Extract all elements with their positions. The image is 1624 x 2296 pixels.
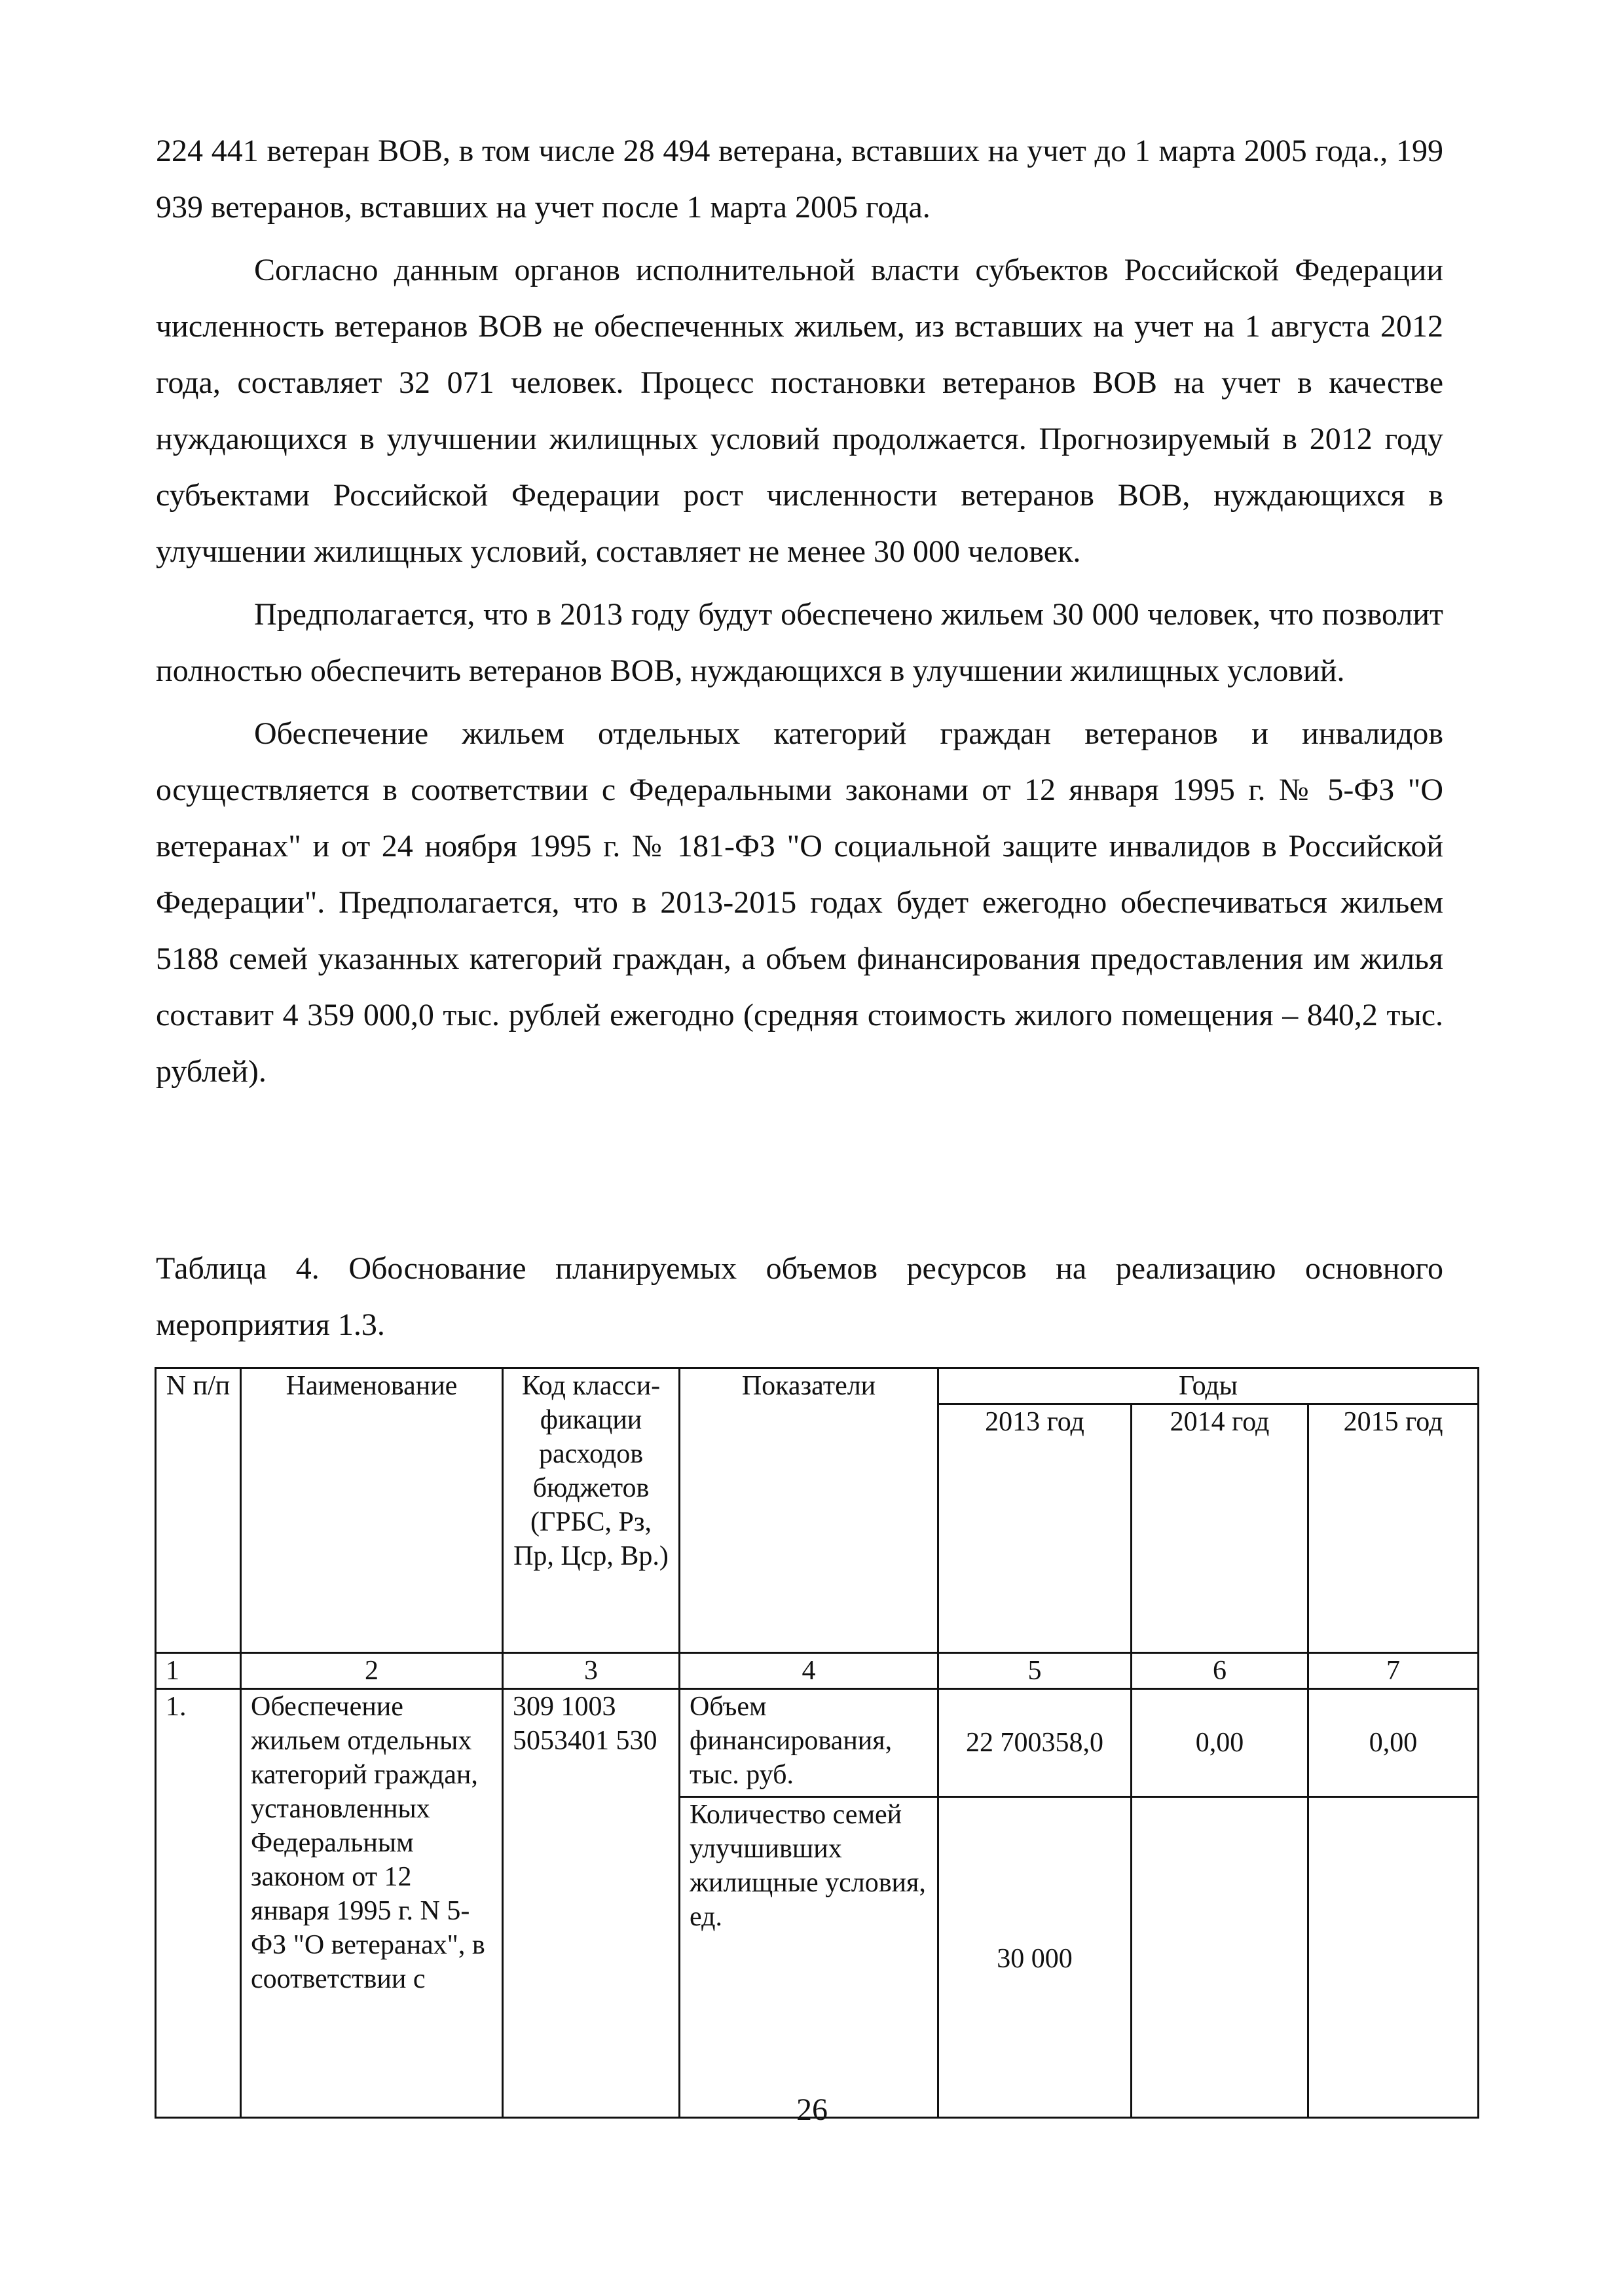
header-year-2015: 2015 год bbox=[1308, 1404, 1479, 1653]
paragraph-4: Обеспечение жильем отдельных категорий граждан ветеранов и инвалидов осуществляется в соответствии с Федеральными законами от 12 января 1995 г. № 5-ФЗ "О ветеранах" и от 24 ноября 1995 г. № 181-ФЗ "О социальной защите инвалидов в Российской Федерации". Предполагается, что в 2013-2015 годах будет ежегодно обеспечиваться жильем 5188 семей указанных категорий граждан, а объем финансирования предоставления им жилья составит 4 359 000,0 тыс. рублей ежегодно (средняя стоимость жилого помещения – 840,2 тыс. рублей). bbox=[156, 716, 1443, 1089]
column-number: 7 bbox=[1308, 1653, 1479, 1689]
funding-2013: 22 700358,0 bbox=[938, 1689, 1132, 1797]
header-indicators: Показатели bbox=[680, 1368, 938, 1653]
header-years: Годы bbox=[938, 1368, 1479, 1404]
table-row bbox=[156, 1689, 1479, 1797]
families-2015 bbox=[1308, 1797, 1479, 2118]
header-year-2013: 2013 год bbox=[938, 1404, 1132, 1653]
paragraph-3: Предполагается, что в 2013 году будут обеспечено жильем 30 000 человек, что позволит полностью обеспечить ветеранов ВОВ, нуждающихся в улучшении жилищных условий. bbox=[156, 597, 1443, 688]
families-2014 bbox=[1132, 1797, 1308, 2118]
funding-2015: 0,00 bbox=[1308, 1689, 1479, 1797]
column-number: 4 bbox=[680, 1653, 938, 1689]
header-name: Наименование bbox=[241, 1368, 503, 1653]
column-number: 5 bbox=[938, 1653, 1132, 1689]
header-year-2014: 2014 год bbox=[1132, 1404, 1308, 1653]
table-caption: Таблица 4. Обоснование планируемых объемов ресурсов на реализацию основного мероприятия 1.3. bbox=[156, 1251, 1443, 1342]
header-code: Код класси-фикации расходов бюджетов (ГРБС, Рз, Пр, Цср, Вр.) bbox=[503, 1368, 680, 1653]
column-number: 6 bbox=[1132, 1653, 1308, 1689]
header-num: N п/п bbox=[156, 1368, 241, 1653]
column-number: 2 bbox=[241, 1653, 503, 1689]
column-numbers-row bbox=[156, 1653, 1479, 1689]
paragraph-1: 224 441 ветеран ВОВ, в том числе 28 494 ветерана, вставших на учет до 1 марта 2005 года., 199 939 ветеранов, вставших на учет после 1 марта 2005 года. bbox=[156, 134, 1443, 225]
paragraph-2: Согласно данным органов исполнительной власти субъектов Российской Федерации численность ветеранов ВОВ не обеспеченных жильем, из вставших на учет на 1 августа 2012 года, составляет 32 071 человек. Процесс постановки ветеранов ВОВ на учет в качестве нуждающихся в улучшении жилищных условий продолжается. Прогнозируемый в 2012 году субъектами Российской Федерации рост численности ветеранов ВОВ, нуждающихся в улучшении жилищных условий, составляет не менее 30 000 человек. bbox=[156, 253, 1443, 569]
funding-2014: 0,00 bbox=[1132, 1689, 1308, 1797]
page-number: 26 bbox=[796, 2092, 828, 2127]
body-text bbox=[156, 123, 1443, 1100]
column-number: 1 bbox=[156, 1653, 241, 1689]
row-number: 1. bbox=[156, 1689, 241, 2118]
row-name: Обеспечение жильем отдельных категорий граждан, установленных Федеральным законом от 12 января 1995 г. N 5-ФЗ "О ветеранах", в соответствии с bbox=[241, 1689, 503, 2118]
column-number: 3 bbox=[503, 1653, 680, 1689]
resources-table bbox=[155, 1367, 1479, 2119]
families-2013: 30 000 bbox=[938, 1797, 1132, 2118]
row-code: 309 1003 5053401 530 bbox=[503, 1689, 680, 2118]
indicator-funding: Объем финансирования, тыс. руб. bbox=[680, 1689, 938, 1797]
indicator-families: Количество семей улучшивших жилищные условия, ед. bbox=[680, 1797, 938, 2118]
